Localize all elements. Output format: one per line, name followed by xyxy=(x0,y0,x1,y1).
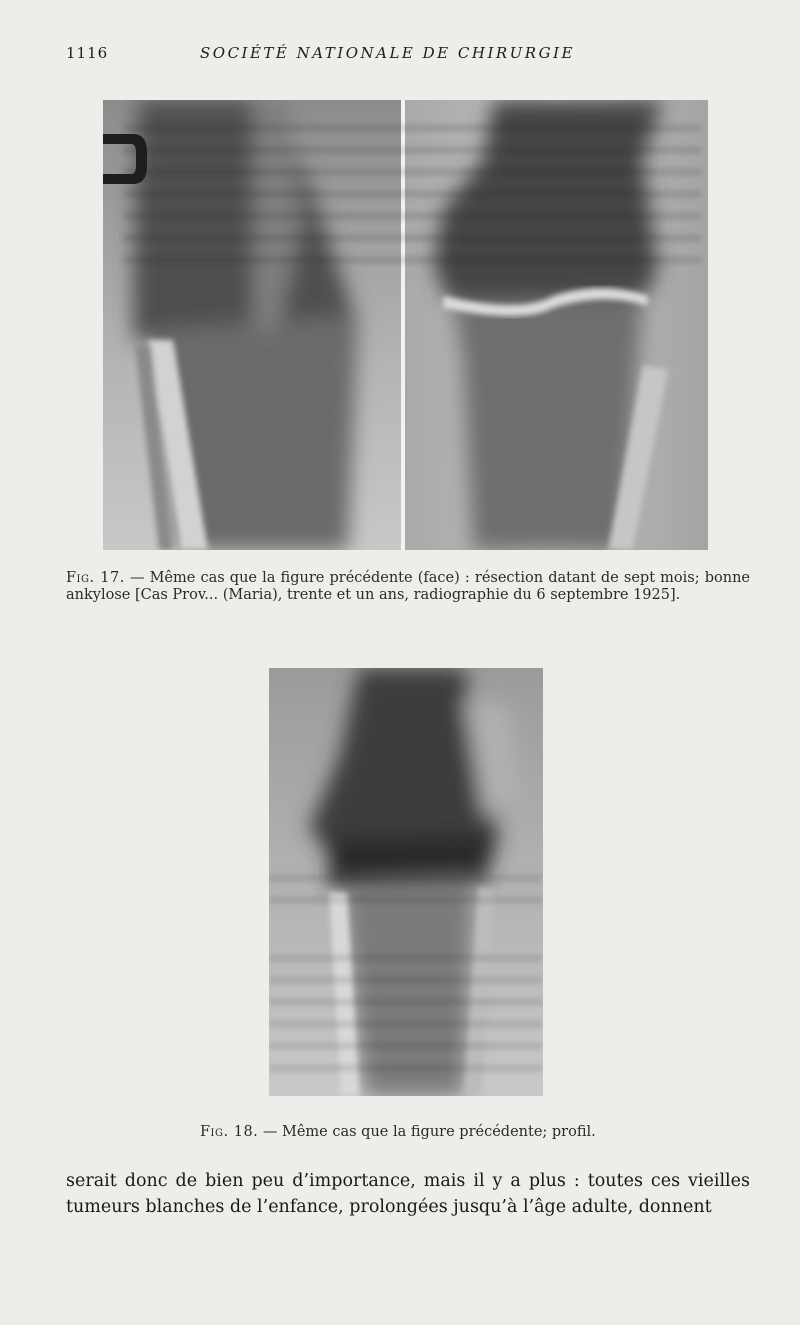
body-paragraph: serait donc de bien peu d’importance, mais il y a plus : toutes ces vieilles tumeurs blanches de l’enfance, prolongées jusqu’à l’âge adulte, donnent xyxy=(66,1171,750,1217)
figure-17-caption xyxy=(66,570,750,604)
figure-17-label: Fig. 17. xyxy=(66,570,125,586)
figure-17-caption-text: — Même cas que la figure précédente (face) : résection datant de sept mois; bonne ankylose [Cas Prov... (Maria), trente et un ans, radiographie du 6 septembre 1925]. xyxy=(66,570,751,603)
page-number: 1116 xyxy=(66,44,109,62)
figure-18-radiograph xyxy=(269,668,543,1096)
figure-18-caption xyxy=(200,1124,660,1141)
figure-17-radiograph xyxy=(103,100,708,550)
figure-18-label: Fig. 18. xyxy=(200,1124,259,1140)
figure-18-caption-text: — Même cas que la figure précédente; profil. xyxy=(258,1124,596,1140)
running-head: SOCIÉTÉ NATIONALE DE CHIRURGIE xyxy=(200,44,575,62)
